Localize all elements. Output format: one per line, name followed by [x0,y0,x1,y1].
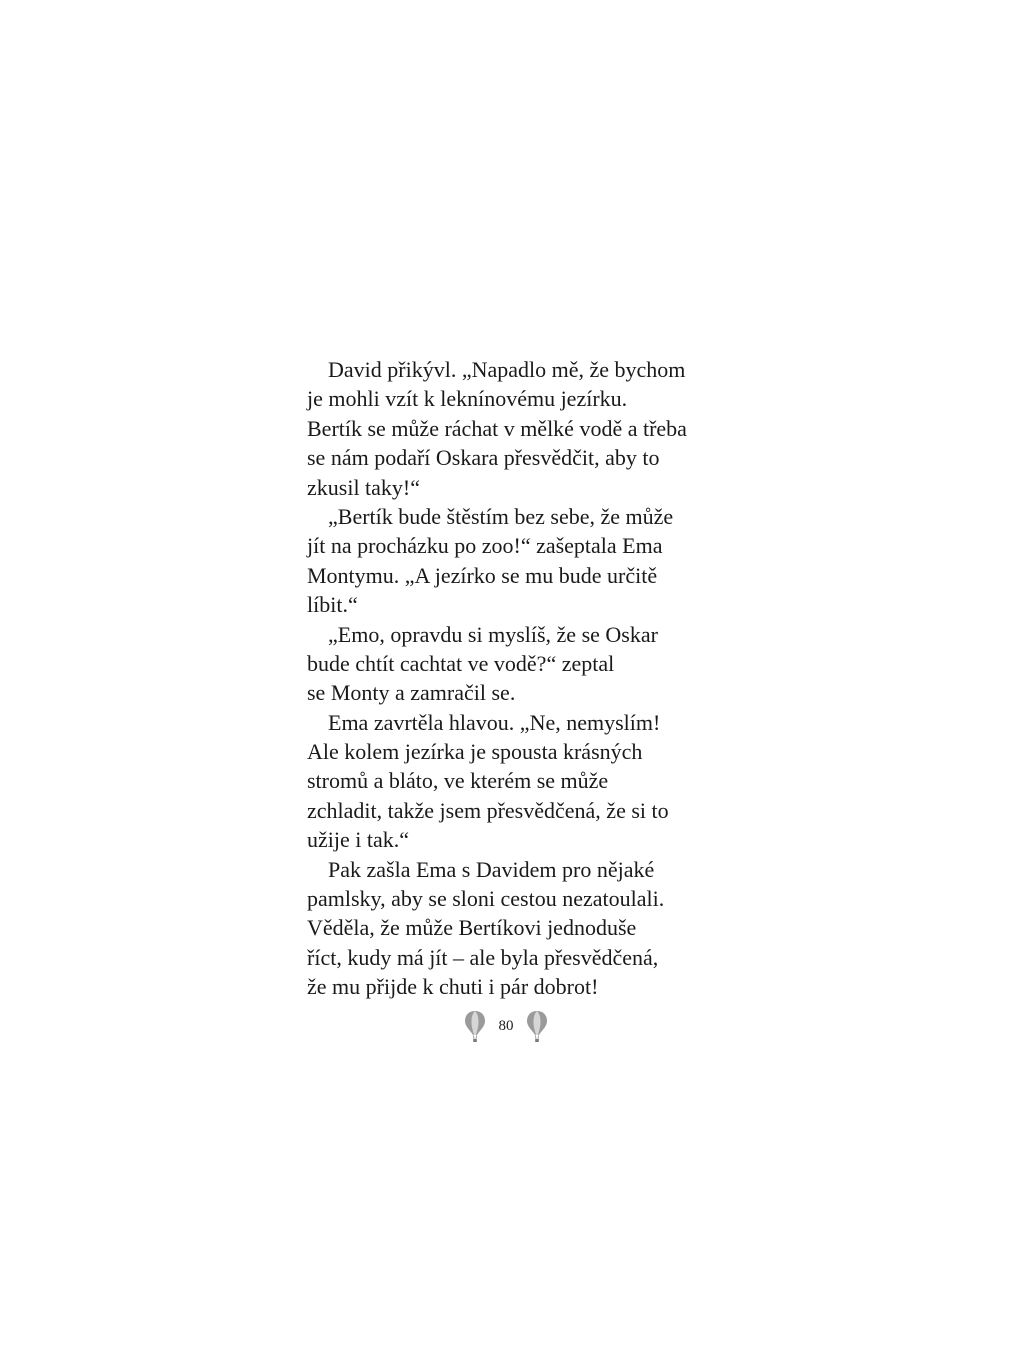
page-number: 80 [498,1017,514,1034]
text-line: zkusil taky!“ [307,474,421,500]
text-line: říct, kudy má jít – ale byla přesvědčená, [307,944,659,970]
text-line: že mu přijde k chuti i pár dobrot! [307,974,599,1000]
text-line: jít na procházku po zoo!“ zašeptala Ema [307,533,663,559]
text-line: bude chtít cachtat ve vodě?“ zeptal [307,650,615,676]
text-line: pamlsky, aby se sloni cestou nezatoulali. [307,886,665,912]
text-line: Ale kolem jezírka je spousta krásných [307,739,643,765]
text-line: stromů a bláto, ve kterém se může [307,768,609,794]
hot-air-balloon-icon [526,1010,548,1044]
text-line: se Monty a zamračil se. [307,680,516,706]
page-footer [464,1006,548,1048]
text-line: je mohli vzít k leknínovému jezírku. [307,386,628,412]
text-line: líbit.“ [307,592,358,618]
text-line: zchladit, takže jsem přesvědčená, že si to [307,797,669,823]
text-line: „Emo, opravdu si myslíš, že se Oskar [328,621,658,647]
text-line: Pak zašla Ema s Davidem pro nějaké [328,856,655,882]
hot-air-balloon-icon [464,1010,486,1044]
text-line: Ema zavrtěla hlavou. „Ne, nemyslím! [328,709,661,735]
text-line: „Bertík bude štěstím bez sebe, že může [328,503,674,529]
text-line: David přikývl. „Napadlo mě, že bychom [328,357,686,382]
text-line: se nám podaří Oskara přesvědčit, aby to [307,445,660,471]
text-line: užije i tak.“ [307,827,410,853]
text-line: Bertík se může ráchat v mělké vodě a třeba [307,415,687,441]
body-text [307,355,707,1002]
text-line: Montymu. „A jezírko se mu bude určitě [307,562,658,588]
text-line: Věděla, že může Bertíkovi jednoduše [307,915,637,941]
